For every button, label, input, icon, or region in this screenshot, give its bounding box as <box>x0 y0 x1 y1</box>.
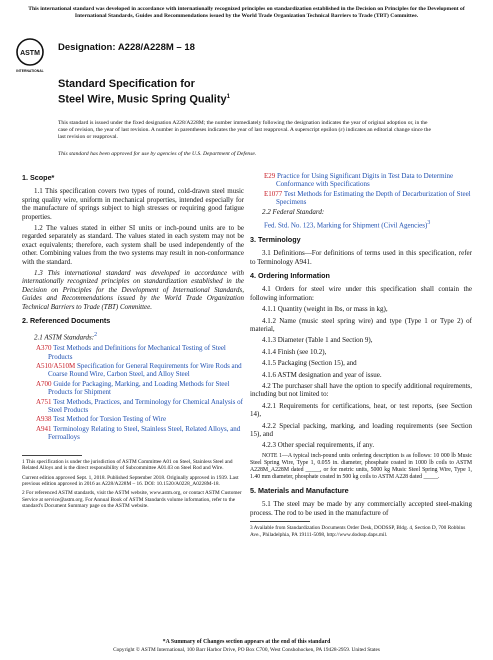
list-item: 4.1.1 Quantity (weight in lbs, or mass in kg), <box>262 305 388 314</box>
paragraph-4-2: 4.2 The purchaser shall have the option to specify additional requirements, including but not limited to: <box>250 382 472 399</box>
section-heading-referenced-docs: 2. Referenced Documents <box>22 316 111 326</box>
reference-code: A751 <box>36 397 52 406</box>
dod-approval-note: This standard has been approved for use by agencies of the U.S. Department of Defense. <box>58 151 257 157</box>
paragraph-1-3: 1.3 This international standard was developed in accordance with internationally recognized principles on standardization established in the Decision on Principles for the Development of International Standards, Guides and Recommendations issued by the World Trade Organization Technical Barriers to Trade (TBT) Committee. <box>22 269 244 311</box>
left-column <box>22 168 244 513</box>
astm-logo <box>14 38 46 74</box>
right-column <box>250 168 472 541</box>
reference-item[interactable] <box>36 344 244 361</box>
footnote-3: 3 Available from Standardization Documents Order Desk, DODSSP, Bldg. 4, Section D, 700 Robbins Ave., Philadelphia, PA 19111-5098, http://www.dodssp.daps.mil. <box>250 525 466 538</box>
section-heading-ordering: 4. Ordering Information <box>250 270 330 280</box>
list-item: 4.1.4 Finish (see 10.2), <box>262 347 327 356</box>
reference-code: E29 <box>264 172 276 180</box>
wto-notice: This international standard was developed in accordance with internationally recognized principles on standardization established in the Decision on Principles for the Development of International Standards, Guides and Recommendations issued by the World Trade Organization Technical Barriers to Trade (TBT) Committee. <box>28 6 465 19</box>
list-item: 4.1.3 Diameter (Table 1 and Section 9), <box>262 336 373 345</box>
footnote-1-edition: Current edition approved Sept. 1, 2018. Published September 2018. Originally approved in 1939. Last previous edition approved in 2016 as A228/A228M – 16. DOI: 10.1520/A0228_A0228M-18. <box>22 474 239 487</box>
reference-code: A510/A510M <box>36 362 76 371</box>
summary-of-changes-note: *A Summary of Changes section appears at the end of this standard <box>162 639 331 645</box>
standard-note: This standard is issued under the fixed designation A228/A228M; the number immediately following the designation indicates the year of original adoption or, in the case of revision, the year of last revision. A number in parentheses indicates the year of last reapproval. A superscript epsilon (ε) indicates an editorial change since the last revision or reapproval. <box>58 120 431 140</box>
title-line-1: Standard Specification for <box>58 78 195 90</box>
reference-item[interactable] <box>36 380 244 397</box>
footnote-ref-3[interactable]: 3 <box>427 220 431 227</box>
reference-item[interactable] <box>36 398 244 415</box>
paragraph-1-2: 1.2 The values stated in either SI units or inch-pound units are to be regarded separately as standard. The values stated in each system may not be exact equivalents; therefore, each system shall be used independently of the other. Combining values from the two systems may result in non-conformance with the standard. <box>22 224 244 266</box>
reference-code: A700 <box>36 379 52 388</box>
section-heading-terminology: 3. Terminology <box>250 234 301 244</box>
svg-text:INTERNATIONAL: INTERNATIONAL <box>16 69 44 73</box>
document-title <box>58 78 230 107</box>
reference-item[interactable] <box>36 415 244 423</box>
reference-title: Test Methods and Definitions for Mechanical Testing of Steel Products <box>48 344 226 361</box>
footnote-divider <box>250 521 310 522</box>
astm-reference-list <box>22 344 244 441</box>
designation: Designation: A228/A228M – 18 <box>58 42 195 53</box>
footnote-divider <box>22 455 82 456</box>
list-item: 4.2.1 Requirements for certifications, heat, or test reports, (see Section 14), <box>250 401 472 419</box>
paragraph-2-1: 2.1 ASTM Standards:$^2$ <box>34 331 98 341</box>
reference-item[interactable] <box>36 425 244 442</box>
reference-item[interactable] <box>36 362 244 379</box>
reference-code: E1077 <box>264 189 283 198</box>
reference-title: Practice for Using Significant Digits in Test Data to Determine Conformance with Specifications <box>275 172 454 189</box>
reference-title: Specification for General Requirements for Wire Rods and Coarse Round Wire, Carbon Steel, and Alloy Steel <box>48 362 242 379</box>
footnote-ref-2[interactable]: 2 <box>94 331 98 338</box>
federal-standard-ref[interactable]: Fed. Std. No. 123, Marking for Shipment (Civil Agencies)$^3$ <box>264 220 431 230</box>
list-item: 4.1.5 Packaging (Section 15), and <box>262 359 357 368</box>
paragraph-1-1: 1.1 This specification covers two types of round, cold-drawn steel music spring quality wire, uniform in mechanical properties, intended especially for the manufacture of springs subject to high stresses or requiring good fatigue properties. <box>22 187 244 221</box>
list-item: 4.2.3 Other special requirements, if any. <box>262 441 375 450</box>
reference-title: Test Method for Torsion Testing of Wire <box>51 415 167 424</box>
paragraph-2-2: 2.2 Federal Standard: <box>262 207 325 216</box>
reference-title: Terminology Relating to Steel, Stainless Steel, Related Alloys, and Ferroalloys <box>48 424 241 442</box>
footnote-1: 1 This specification is under the jurisdiction of ASTM Committee A01 on Steel, Stainless Steel and Related Alloys and is the direct responsibility of Subcommittee A01.03 on Steel Rod and Wire. <box>22 458 233 472</box>
list-item: 4.1.2 Name (music steel spring wire) and type (Type 1 or Type 2) of material, <box>250 316 472 334</box>
title-line-2: Steel Wire, Music Spring Quality$^1$ <box>58 93 230 106</box>
reference-title: Test Methods for Estimating the Depth of Decarburization of Steel Specimens <box>276 189 471 207</box>
reference-title: Guide for Packaging, Marking, and Loading Methods for Steel Products for Shipment <box>48 379 230 397</box>
reference-item[interactable] <box>264 190 472 207</box>
footnote-2: 2 For referenced ASTM standards, visit the ASTM website, www.astm.org, or contact ASTM Customer Service at service@astm.org. For Annual Book of ASTM Standards volume information, refer to the standard's Document Summary page on the ASTM website. <box>22 490 242 510</box>
copyright-line: Copyright © ASTM International, 100 Barr Harbor Drive, PO Box C700, West Conshohocken, PA 19428-2959. United States <box>113 647 380 653</box>
paragraph-3-1: 3.1 Definitions—For definitions of terms used in this specification, refer to Terminology A941. <box>250 249 472 266</box>
note-1: NOTE 1—A typical inch-pound units ordering description is as follows: 10 000 lb Music Steel Spring Wire, Type 1, 0.055 in. diameter, phosphate coated in 1000 lb coils to ASTM A228M_A228M dated _____, or for metric units, 5000 kg Music Steel Spring Wire, Type 1, 1.40 mm diameter, phosphate coated in 500 kg coils to ASTM A228 dated _____. <box>250 452 472 480</box>
reference-item[interactable] <box>264 172 472 189</box>
footnote-ref-1[interactable]: 1 <box>226 94 230 100</box>
reference-code: A370 <box>36 344 52 353</box>
paragraph-4-1: 4.1 Orders for steel wire under this specification shall contain the following information: <box>250 285 472 302</box>
list-item: 4.2.2 Special packing, marking, and loading requirements (see Section 15), and <box>250 421 472 439</box>
section-heading-materials: 5. Materials and Manufacture <box>250 485 349 495</box>
reference-code: A941 <box>36 424 52 433</box>
section-heading-scope: 1. Scope* <box>22 173 55 182</box>
list-item: 4.1.6 ASTM designation and year of issue. <box>262 370 382 379</box>
reference-title: Test Methods, Practices, and Terminology for Chemical Analysis of Steel Products <box>48 397 243 415</box>
reference-code: A938 <box>36 415 52 424</box>
paragraph-5-1: 5.1 The steel may be made by any commercially accepted steel-making process. The rod to be used in the manufacture of <box>250 500 472 517</box>
svg-text:ASTM: ASTM <box>20 50 40 57</box>
